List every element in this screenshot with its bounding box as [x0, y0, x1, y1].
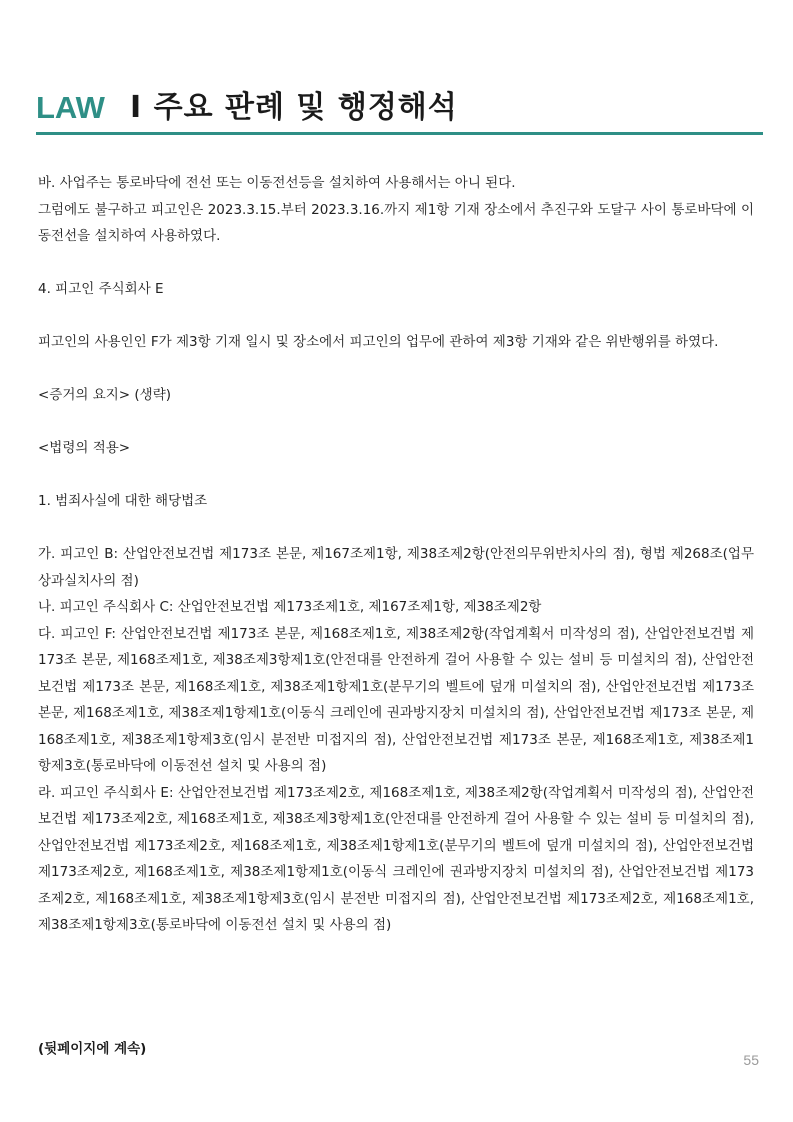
section-label: LAW: [36, 90, 105, 125]
spacer: [38, 303, 754, 330]
paragraph-da: 다. 피고인 F: 산업안전보건법 제173조 본문, 제168조제1호, 제38조제2항(작업계획서 미작성의 점), 산업안전보건법 제173조 본문, 제168조제1호, 제38조제3항제1호(안전대를 안전하게 걸어 사용할 수 있는 설비 등 미설치의 점), 산업안전보건법 제173조 본문, 제168조제1호, 제38조제1항제1호(분무기의 벨트에 덮개 미설치의 점), 산업안전보건법 제173조 본문, 제168조제1호, 제38조제1항제1호(이동식 크레인에 권과방지장치 미설치의 점), 산업안전보건법 제173조 본문, 제168조제1호, 제38조제1항제3호(임시 분전반 미접지의 점), 산업안전보건법 제173조 본문, 제168조제1호, 제38조제1항제3호(통로바닥에 이동전선 설치 및 사용의 점): [38, 625, 754, 774]
spacer: [38, 515, 754, 542]
header-divider: [36, 132, 763, 135]
document-body: [38, 170, 754, 939]
paragraph-evidence-summary: <증거의 요지> (생략): [38, 387, 172, 403]
page-number: 55: [743, 1052, 759, 1068]
paragraph-ba: 바. 사업주는 통로바닥에 전선 또는 이동전선등을 설치하여 사용해서는 아니 된다.: [38, 175, 516, 191]
page-header: [36, 86, 763, 134]
paragraph-relevant-provisions: 1. 범죄사실에 대한 해당법조: [38, 493, 208, 509]
spacer: [38, 462, 754, 489]
paragraph-applicable-law: <법령의 적용>: [38, 440, 131, 456]
paragraph-ra: 라. 피고인 주식회사 E: 산업안전보건법 제173조제2호, 제168조제1호, 제38조제2항(작업계획서 미작성의 점), 산업안전보건법 제173조제2호, 제168조제1호, 제38조제3항제1호(안전대를 안전하게 걸어 사용할 수 있는 설비 등 미설치의 점), 산업안전보건법 제173조제2호, 제168조제1호, 제38조제1항제1호(분무기의 벨트에 덮개 미설치의 점), 산업안전보건법 제173조제2호, 제168조제1호, 제38조제1항제1호(이동식 크레인에 권과방지장치 미설치의 점), 산업안전보건법 제173조제2호, 제168조제1호, 제38조제1항제3호(임시 분전반 미접지의 점), 산업안전보건법 제173조제2호, 제168조제1호, 제38조제1항제3호(통로바닥에 이동전선 설치 및 사용의 점): [38, 784, 754, 933]
spacer: [38, 356, 754, 383]
paragraph-nevertheless: 그럼에도 불구하고 피고인은 2023.3.15.부터 2023.3.16.까지 제1항 기재 장소에서 추진구와 도달구 사이 통로바닥에 이동전선을 설치하여 사용하였다.: [38, 201, 754, 244]
continue-note: (뒷페이지에 계속): [38, 1041, 147, 1057]
paragraph-defendant-e-heading: 4. 피고인 주식회사 E: [38, 281, 164, 297]
paragraph-defendant-e-body: 피고인의 사용인인 F가 제3항 기재 일시 및 장소에서 피고인의 업무에 관하여 제3항 기재와 같은 위반행위를 하였다.: [38, 334, 719, 350]
spacer: [38, 409, 754, 436]
spacer: [38, 250, 754, 277]
paragraph-na: 나. 피고인 주식회사 C: 산업안전보건법 제173조제1호, 제167조제1항, 제38조제2항: [38, 599, 542, 615]
page-title: I 주요 판례 및 행정해석: [130, 90, 458, 125]
paragraph-ga: 가. 피고인 B: 산업안전보건법 제173조 본문, 제167조제1항, 제38조제2항(안전의무위반치사의 점), 형법 제268조(업무상과실치사의 점): [38, 546, 754, 589]
